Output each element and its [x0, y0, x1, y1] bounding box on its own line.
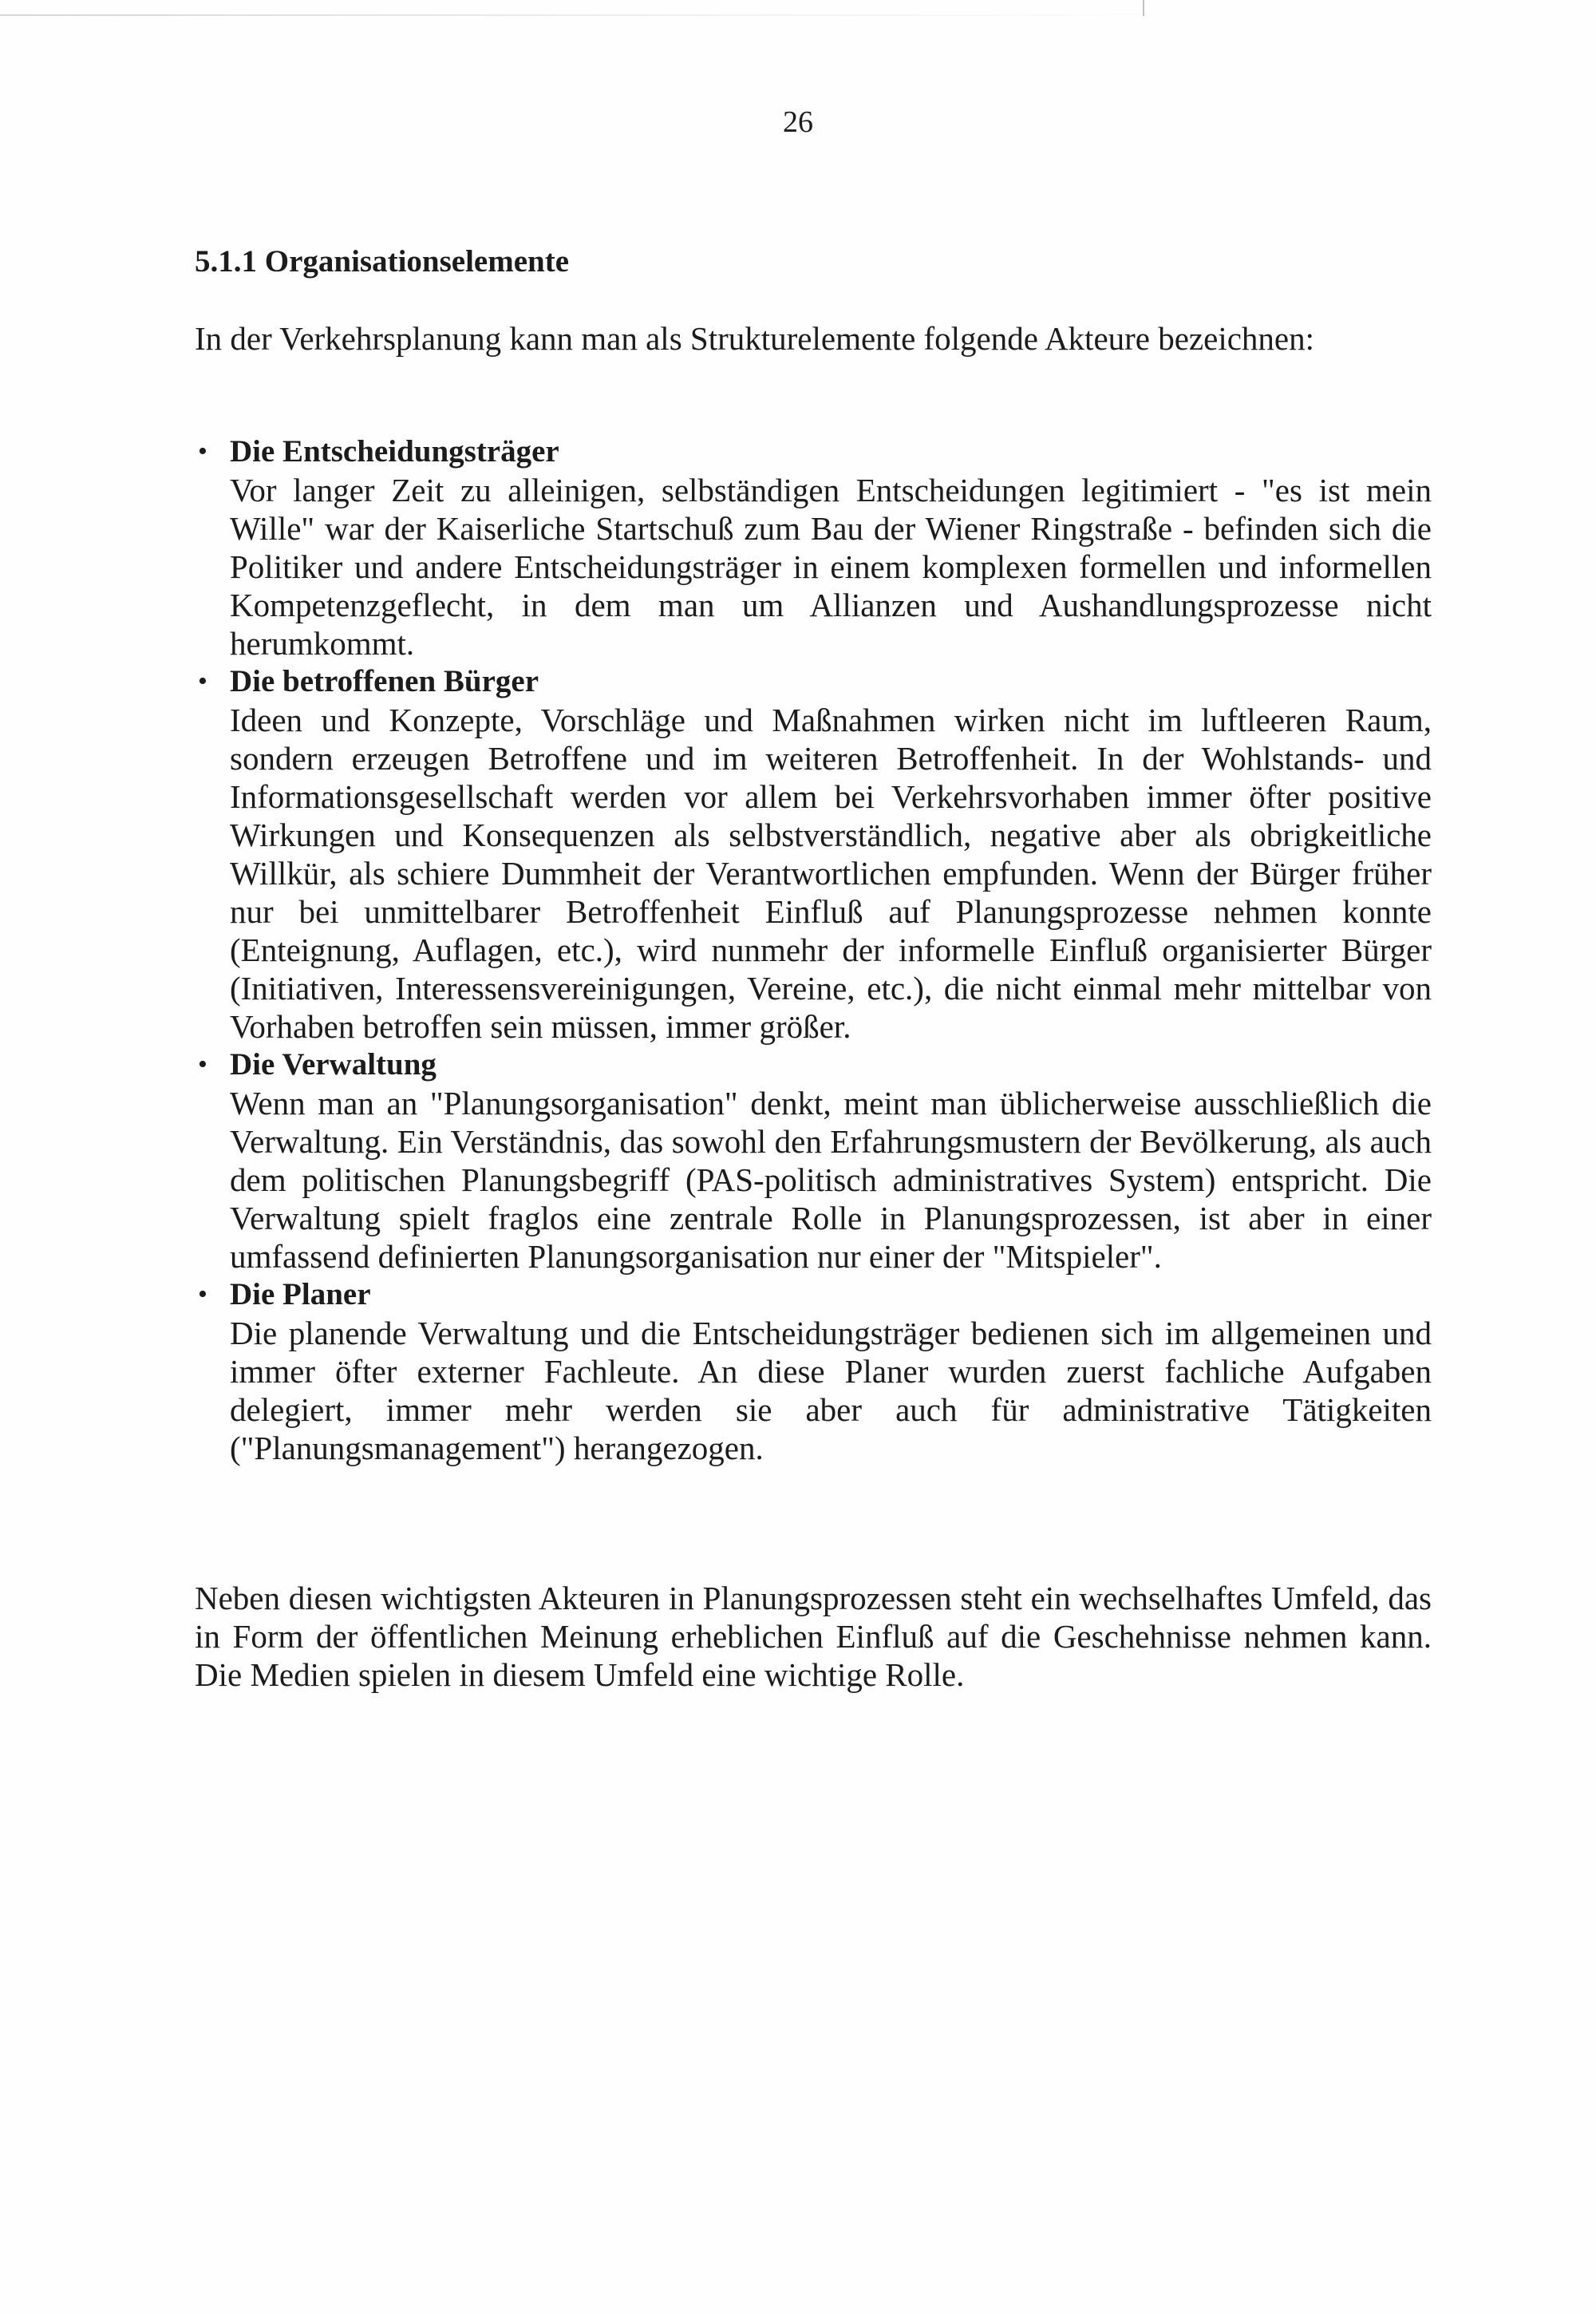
list-item	[195, 663, 1432, 1046]
scan-edge-line	[0, 14, 1197, 16]
bullet-icon: •	[198, 667, 207, 696]
actor-list	[195, 433, 1432, 1467]
list-item-title: Die Entscheidungsträger	[230, 434, 559, 469]
bullet-icon: •	[198, 1280, 207, 1309]
intro-paragraph: In der Verkehrsplanung kann man als Strukturelemente folgende Akteure bezeichnen:	[195, 320, 1315, 357]
scan-mark	[1143, 0, 1144, 16]
bullet-icon: •	[198, 437, 207, 466]
list-item-title: Die betroffenen Bürger	[230, 664, 539, 698]
list-item-title: Die Planer	[230, 1277, 371, 1311]
list-item	[195, 433, 1432, 663]
bullet-icon: •	[198, 1050, 207, 1079]
page-number: 26	[783, 105, 813, 139]
list-item-text: Die planende Verwaltung und die Entscheidungsträger bedienen sich im allgemeinen und immer öfter externer Fachleute. An diese Planer wurden zuerst fachliche Aufgaben delegiert, immer mehr werden sie aber auch für administrative Tätigkeiten ("Planungsmanagement") herangezogen.	[230, 1315, 1432, 1466]
list-item-text: Vor langer Zeit zu alleinigen, selbständigen Entscheidungen legitimiert - "es ist mein Wille" war der Kaiserliche Startschuß zum Bau der Wiener Ringstraße - befinden sich die Politiker und andere Entscheidungsträger in einem komplexen formellen und informellen Kompetenzgeflecht, in dem man um Allianzen und Aushandlungsprozesse nicht herumkommt.	[230, 472, 1432, 662]
list-item-text: Wenn man an "Planungsorganisation" denkt, meint man üblicherweise ausschließlich die Verwaltung. Ein Verständnis, das sowohl den Erfahrungsmustern der Bevölkerung, als auch dem politischen Planungsbegriff (PAS-politisch administratives System) entspricht. Die Verwaltung spielt fraglos eine zentrale Rolle in Planungsprozessen, ist aber in einer umfassend definierten Planungsorganisation nur einer der "Mitspieler".	[230, 1085, 1432, 1275]
section-heading: 5.1.1 Organisationselemente	[195, 244, 570, 279]
list-item-title: Die Verwaltung	[230, 1047, 437, 1082]
list-item-text: Ideen und Konzepte, Vorschläge und Maßnahmen wirken nicht im luftleeren Raum, sondern erzeugen Betroffene und im weiteren Betroffenheit. In der Wohlstands- und Informationsgesellschaft werden vor allem bei Verkehrsvorhaben immer öfter positive Wirkungen und Konsequenzen als selbstverständlich, negative aber als obrigkeitliche Willkür, als schiere Dummheit der Verantwortlichen empfunden. Wenn der Bürger früher nur bei unmittelbarer Betroffenheit Einfluß auf Planungsprozesse nehmen konnte (Enteignung, Auflagen, etc.), wird nunmehr der informelle Einfluß organisierter Bürger (Initiativen, Interessensvereinigungen, Vereine, etc.), die nicht einmal mehr mittelbar von Vorhaben betroffen sein müssen, immer größer.	[230, 702, 1432, 1045]
list-item	[195, 1046, 1432, 1276]
closing-paragraph: Neben diesen wichtigsten Akteuren in Planungsprozessen steht ein wechselhaftes Umfeld, das in Form der öffentlichen Meinung erheblichen Einfluß auf die Geschehnisse nehmen kann. Die Medien spielen in diesem Umfeld eine wichtige Rolle.	[195, 1580, 1432, 1693]
list-item	[195, 1276, 1432, 1467]
